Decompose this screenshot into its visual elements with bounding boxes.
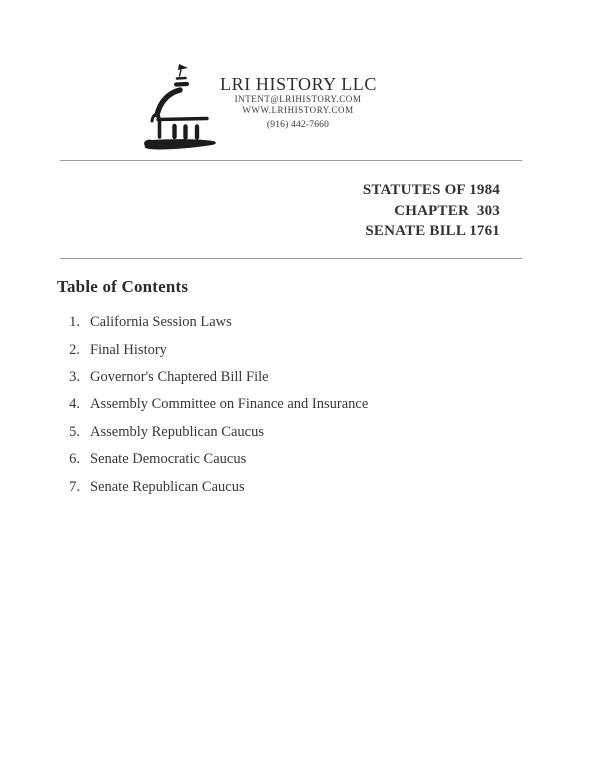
company-name: LRI HISTORY LLC [220,74,378,94]
email-address: INTENT@LRIHISTORY.COM [234,94,362,104]
chapter-line: CHAPTER 303 [394,202,500,219]
toc-item-label: Senate Democratic Caucus [90,451,247,468]
toc-item [0,309,600,336]
toc-item [0,364,600,391]
toc-item [0,473,600,500]
toc-item-number: 2. [69,341,80,358]
toc-item [0,391,600,418]
statute-reference [363,180,500,242]
toc-list [0,309,600,501]
toc-item-label: Assembly Committee on Finance and Insurance [90,396,369,413]
divider-top [60,160,522,161]
toc-item-number: 3. [69,368,80,385]
toc-item-label: Governor's Chaptered Bill File [90,368,269,385]
letterhead-text [220,75,376,131]
toc-item-number: 7. [69,478,80,495]
toc-item [0,446,600,473]
divider-bottom [60,258,522,259]
toc-item-number: 1. [69,314,80,331]
toc-item-number: 6. [69,451,80,468]
toc-item-label: Senate Republican Caucus [90,478,245,495]
phone-number: (916) 442-7660 [266,120,330,130]
statutes-line: STATUTES OF 1984 [362,182,500,198]
toc-item-label: Assembly Republican Caucus [90,423,264,440]
toc-item [0,336,600,363]
capitol-dome-logo-icon [139,59,219,151]
toc-item-number: 4. [69,396,80,413]
toc-item-label: Final History [90,341,167,358]
toc-heading: Table of Contents [57,277,189,296]
toc-item-label: California Session Laws [90,314,232,331]
website-url: WWW.LRIHISTORY.COM [242,105,354,115]
senate-bill-line: SENATE BILL 1761 [365,223,500,239]
toc-item [0,419,600,446]
toc-item-number: 5. [69,423,80,440]
